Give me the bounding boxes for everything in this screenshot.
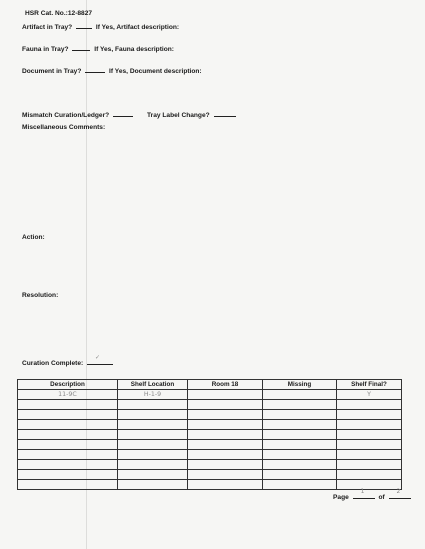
curation-complete-blank[interactable] [87, 354, 113, 365]
page-number-line [333, 488, 413, 501]
cell-missing[interactable] [263, 420, 337, 430]
artifact-line [22, 21, 179, 31]
cell-shelf-location[interactable] [118, 400, 188, 410]
table-header-row [18, 380, 402, 390]
artifact-blank[interactable] [76, 21, 92, 29]
tray-label-line [147, 109, 238, 119]
cell-description[interactable] [18, 420, 118, 430]
cell-room-18[interactable] [188, 420, 263, 430]
cell-description[interactable] [18, 440, 118, 450]
cell-shelf-final[interactable] [337, 400, 402, 410]
cell-missing[interactable] [263, 400, 337, 410]
cell-shelf-location[interactable] [118, 450, 188, 460]
page-label: Page [333, 494, 349, 501]
curation-complete-label: Curation Complete: [22, 360, 84, 367]
cell-room-18[interactable] [188, 470, 263, 480]
cell-shelf-final[interactable] [337, 480, 402, 490]
cell-missing[interactable] [263, 430, 337, 440]
page-total-blank[interactable] [389, 488, 411, 499]
table-row [18, 410, 402, 420]
cell-shelf-location[interactable] [118, 430, 188, 440]
cell-room-18[interactable] [188, 410, 263, 420]
cell-shelf-final[interactable] [337, 420, 402, 430]
table-row [18, 430, 402, 440]
artifact-prompt: Artifact in Tray? [22, 24, 73, 31]
cell-description[interactable] [18, 470, 118, 480]
table-row [18, 470, 402, 480]
document-blank[interactable] [85, 65, 105, 73]
fauna-prompt: Fauna in Tray? [22, 46, 69, 53]
cell-shelf-location[interactable]: H-1-9 [118, 390, 188, 400]
page-number: 1 [360, 488, 365, 495]
resolution-label: Resolution: [22, 292, 59, 299]
cell-shelf-location[interactable] [118, 440, 188, 450]
mismatch-label: Mismatch Curation/Ledger? [22, 112, 110, 119]
document-line [22, 65, 202, 75]
cell-shelf-final[interactable] [337, 470, 402, 480]
cell-missing[interactable] [263, 410, 337, 420]
document-description-label: If Yes, Document description: [109, 68, 202, 75]
cell-missing[interactable] [263, 450, 337, 460]
cell-shelf-location[interactable] [118, 420, 188, 430]
cell-missing[interactable] [263, 460, 337, 470]
table-row [18, 480, 402, 490]
header-shelf-final: Shelf Final? [337, 380, 402, 390]
table-row [18, 400, 402, 410]
page-total: 2 [396, 488, 401, 495]
fauna-blank[interactable] [72, 43, 90, 51]
table-row [18, 460, 402, 470]
cell-room-18[interactable] [188, 450, 263, 460]
cell-shelf-final[interactable] [337, 450, 402, 460]
cell-shelf-location[interactable] [118, 460, 188, 470]
cell-description[interactable] [18, 400, 118, 410]
tally-table [17, 379, 402, 490]
cell-description[interactable] [18, 410, 118, 420]
of-label: of [378, 494, 385, 501]
action-label: Action: [22, 234, 45, 241]
cell-description[interactable]: 11-9C [18, 390, 118, 400]
table-row [18, 450, 402, 460]
header-room-18: Room 18 [188, 380, 263, 390]
document-prompt: Document in Tray? [22, 68, 82, 75]
mismatch-line [22, 109, 135, 119]
cell-shelf-location[interactable] [118, 410, 188, 420]
hsr-cat-number: HSR Cat. No.:12-8827 [25, 10, 93, 17]
cell-missing[interactable] [263, 440, 337, 450]
cell-room-18[interactable] [188, 460, 263, 470]
cell-description[interactable] [18, 480, 118, 490]
cell-shelf-final[interactable] [337, 440, 402, 450]
header-description: Description [18, 380, 118, 390]
cell-room-18[interactable] [188, 440, 263, 450]
fauna-line [22, 43, 174, 53]
cell-room-18[interactable] [188, 480, 263, 490]
artifact-description-label: If Yes, Artifact description: [95, 24, 180, 31]
cell-description[interactable] [18, 430, 118, 440]
misc-comments-label: Miscellaneous Comments: [22, 124, 106, 131]
cell-shelf-final[interactable] [337, 460, 402, 470]
curation-complete-line [22, 354, 115, 367]
tray-label-change-label: Tray Label Change? [147, 112, 210, 119]
cell-shelf-final[interactable]: Y [337, 390, 402, 400]
cell-description[interactable] [18, 450, 118, 460]
cell-shelf-location[interactable] [118, 480, 188, 490]
table-body [18, 390, 402, 490]
cell-missing[interactable] [263, 470, 337, 480]
page-number-blank[interactable] [353, 488, 375, 499]
cell-missing[interactable] [263, 390, 337, 400]
fauna-description-label: If Yes, Fauna description: [94, 46, 174, 53]
table-row [18, 420, 402, 430]
cell-shelf-location[interactable] [118, 470, 188, 480]
cell-description[interactable] [18, 460, 118, 470]
mismatch-blank[interactable] [113, 109, 133, 117]
cell-shelf-final[interactable] [337, 410, 402, 420]
cell-room-18[interactable] [188, 430, 263, 440]
cell-shelf-final[interactable] [337, 430, 402, 440]
table-row [18, 390, 402, 400]
header-missing: Missing [263, 380, 337, 390]
cell-room-18[interactable] [188, 400, 263, 410]
header-shelf-location: Shelf Location [118, 380, 188, 390]
table-row [18, 440, 402, 450]
curation-complete-checkmark: ✓ [95, 354, 101, 361]
cell-room-18[interactable] [188, 390, 263, 400]
cell-missing[interactable] [263, 480, 337, 490]
tray-label-blank[interactable] [214, 109, 236, 117]
